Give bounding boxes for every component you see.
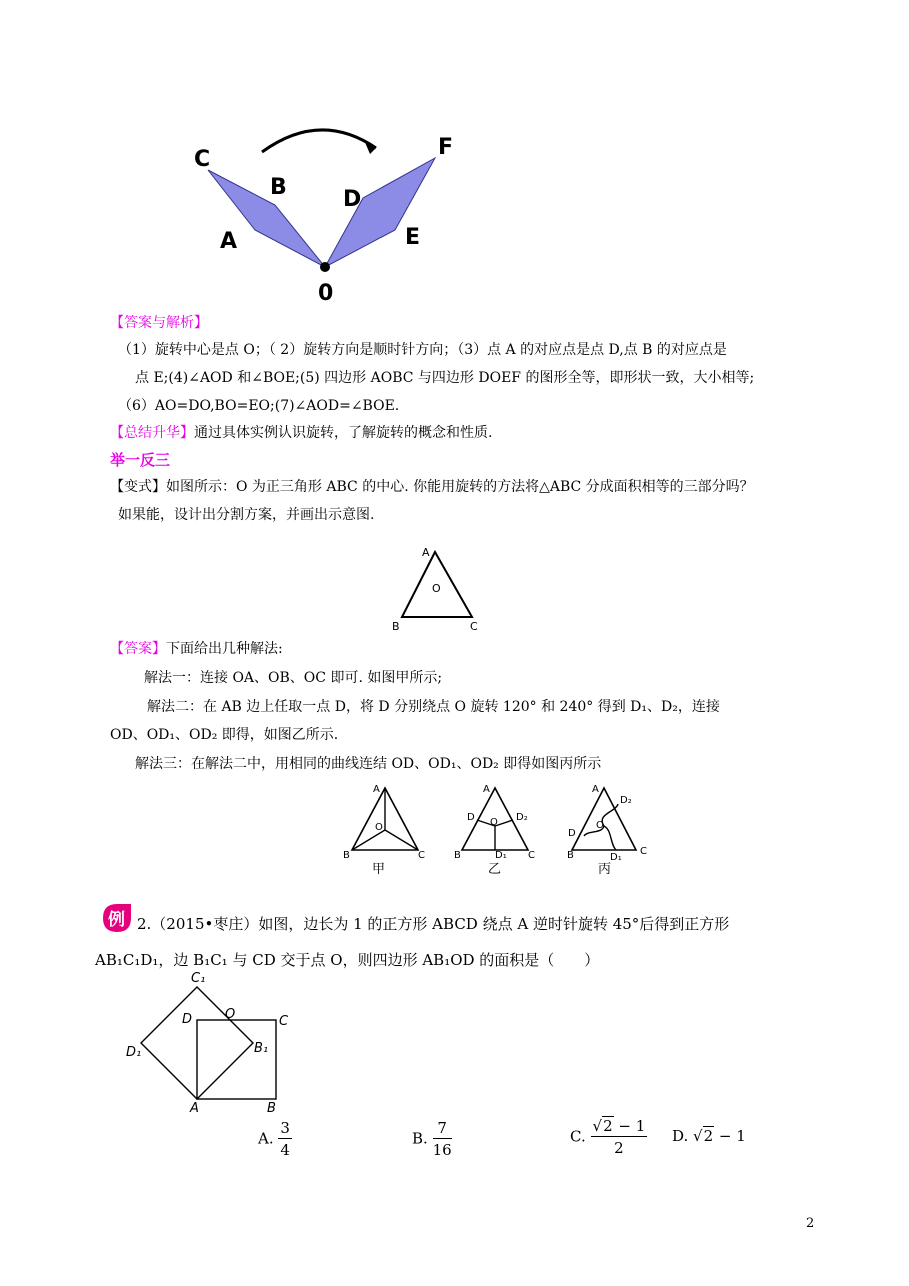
solution-2-line-2: OD、OD₁、OD₂ 即得，如图乙所示.: [110, 727, 339, 743]
yi-label-d2: D₂: [516, 812, 528, 823]
badge-text: 例: [108, 910, 125, 930]
option-b-numerator: 7: [433, 1118, 452, 1139]
point-o: [320, 262, 330, 272]
variant-line-1: [110, 477, 754, 497]
bing-label-d1: D₁: [610, 852, 622, 863]
label-e: E: [405, 225, 421, 250]
tri-label-a: A: [422, 546, 430, 559]
option-b-denominator: 16: [432, 1141, 452, 1159]
bing-label-b: B: [567, 850, 574, 861]
yi-label-d: D: [467, 812, 475, 823]
yi-caption: 乙: [488, 862, 502, 877]
option-d-label: D.: [672, 1127, 689, 1145]
figure-jia: [343, 784, 425, 877]
sq-label-d: D: [182, 1012, 193, 1027]
bing-caption: 丙: [598, 862, 612, 877]
label-o: 0: [318, 281, 334, 306]
option-c-fraction: [591, 1116, 648, 1159]
example-badge: [100, 902, 134, 934]
rotation-figure: [180, 110, 470, 310]
sq-label-d1: D₁: [126, 1045, 142, 1060]
jia-label-a: A: [373, 784, 380, 795]
rotation-arrow: [262, 130, 376, 152]
option-c: [570, 1116, 647, 1159]
solution-1: 解法一：连接 OA、OB、OC 即可. 如图甲所示;: [144, 670, 443, 686]
option-b: [412, 1118, 452, 1161]
jia-label-c: C: [418, 850, 425, 861]
example2-line-1: 2.（2015•枣庄）如图，边长为 1 的正方形 ABCD 绕点 A 逆时针旋转 45°后得到正方形: [137, 915, 730, 933]
example2-line-2: AB₁C₁D₁，边 B₁C₁ 与 CD 交于点 O，则四边形 AB₁OD 的面积是（ ）: [95, 951, 600, 969]
answer-line-1: （1）旋转中心是点 O；（ 2）旋转方向是顺时针方向；（3）点 A 的对应点是点 D,点 B 的对应点是: [118, 342, 727, 358]
option-c-denominator: 2: [614, 1139, 624, 1157]
solution-2-line-1: 解法二：在 AB 边上任取一点 D，将 D 分别绕点 O 旋转 120° 和 240° 得到 D₁、D₂，连接: [147, 699, 720, 715]
option-a-numerator: 3: [280, 1119, 290, 1137]
sq-label-a: A: [190, 1101, 199, 1116]
jia-label-b: B: [343, 850, 350, 861]
option-a-fraction: [278, 1118, 292, 1161]
yi-label-d1: D₁: [495, 850, 507, 861]
answer-analysis-heading: 【答案与解析】: [110, 315, 208, 331]
label-f: F: [438, 135, 454, 160]
answer2-intro: 下面给出几种解法:: [166, 641, 283, 657]
bing-label-a: A: [592, 784, 599, 795]
summary-line: [110, 423, 492, 443]
quadrilateral-doef: [325, 158, 435, 267]
summary-tag: 【总结升华】: [110, 425, 194, 441]
bing-curve-od2: [602, 804, 618, 826]
option-b-label: B.: [412, 1129, 428, 1148]
tri-label-c: C: [470, 620, 478, 633]
jia-caption: 甲: [372, 862, 386, 877]
section-heading: 举一反三: [110, 451, 171, 469]
bing-label-c: C: [640, 846, 647, 857]
yi-label-a: A: [483, 784, 490, 795]
label-d: D: [343, 187, 362, 212]
figure-bing: [567, 784, 647, 877]
option-a-denominator: 4: [280, 1141, 290, 1159]
label-b: B: [270, 175, 287, 200]
option-a-label: A.: [258, 1129, 274, 1148]
variant-line-2: 如果能，设计出分割方案，并画出示意图.: [118, 507, 375, 523]
solution-figures: [340, 778, 670, 878]
option-d-rest: − 1: [714, 1127, 746, 1145]
option-c-numerator: √2 − 1: [592, 1117, 646, 1135]
sq-label-c: C: [279, 1014, 289, 1029]
bing-curve-od1: [604, 826, 616, 850]
option-c-sqrt: √2: [592, 1117, 613, 1135]
sq-label-b1: B₁: [254, 1041, 269, 1056]
option-d-sqrt: √2: [693, 1127, 714, 1145]
option-a: [258, 1118, 292, 1161]
answer2-heading: [110, 639, 283, 659]
option-d: [672, 1127, 746, 1145]
answer2-tag: 【答案】: [110, 641, 166, 657]
triangle-figure: [390, 540, 490, 635]
sq-label-b: B: [267, 1101, 276, 1116]
bing-label-o: O: [596, 820, 604, 831]
variant-text: 如图所示：O 为正三角形 ABC 的中心. 你能用旋转的方法将△ABC 分成面积相等的三部分吗？: [166, 479, 754, 495]
arrow-head: [364, 140, 376, 154]
yi-label-c: C: [528, 850, 535, 861]
tri-label-o: O: [432, 582, 441, 595]
summary-text: 通过具体实例认识旋转，了解旋转的概念和性质.: [194, 425, 493, 441]
sq-label-c1: C₁: [191, 971, 206, 986]
yi-label-b: B: [454, 850, 461, 861]
option-c-label: C.: [570, 1127, 586, 1146]
answer-line-3: （6）AO=DO,BO=EO;(7)∠AOD=∠BOE.: [118, 398, 400, 414]
square-figure: [120, 964, 320, 1116]
variant-tag: 【变式】: [110, 479, 166, 495]
tri-label-b: B: [392, 620, 400, 633]
bing-label-d: D: [568, 828, 576, 839]
page-number: 2: [806, 1216, 815, 1231]
option-b-fraction: [433, 1118, 452, 1161]
label-a: A: [220, 229, 238, 254]
figure-yi: [454, 784, 535, 877]
jia-label-o: O: [375, 822, 383, 833]
label-c: C: [194, 147, 211, 172]
bing-label-d2: D₂: [620, 795, 632, 806]
solution-3: 解法三：在解法二中，用相同的曲线连结 OD、OD₁、OD₂ 即得如图丙所示: [135, 756, 602, 772]
yi-label-o: O: [490, 817, 498, 828]
sq-label-o: O: [225, 1007, 236, 1022]
answer-line-2: 点 E;(4)∠AOD 和∠BOE;(5) 四边形 AOBC 与四边形 DOEF 的图形全等，即形状一致，大小相等;: [135, 370, 755, 386]
